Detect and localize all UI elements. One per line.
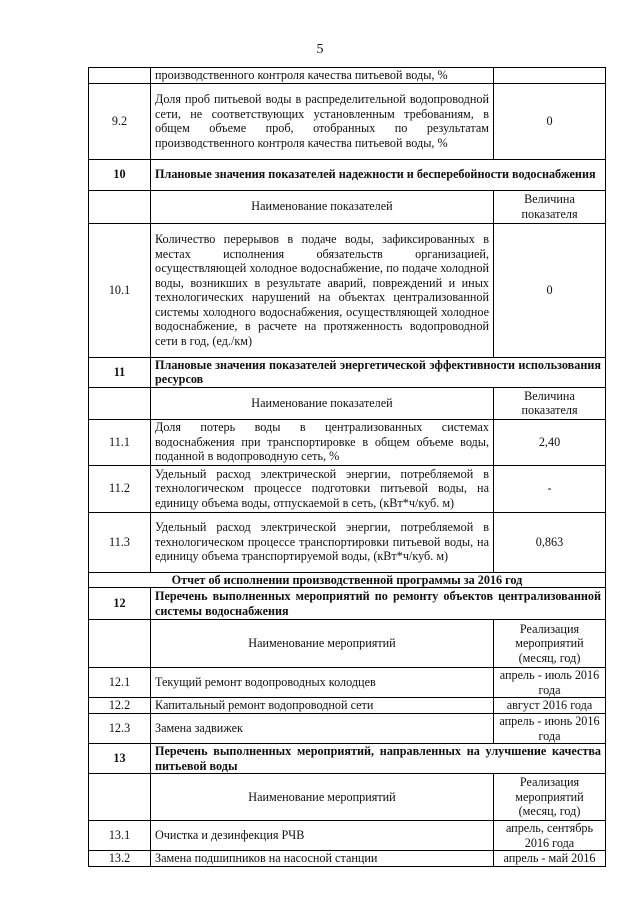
empty-cell (89, 190, 151, 223)
column-header-value: Реализация мероприятий (месяц, год) (494, 620, 606, 668)
empty-cell (89, 387, 151, 419)
row-number: 11.1 (89, 419, 151, 465)
table-row (89, 512, 606, 572)
activity-date: апрель - июль 2016 года (494, 668, 606, 698)
section-number: 13 (89, 744, 151, 774)
table-row (89, 223, 606, 357)
row-number: 13.2 (89, 851, 151, 867)
report-section-row (89, 572, 606, 588)
table-row (89, 698, 606, 714)
program-table (88, 67, 606, 867)
activity-date: апрель - июнь 2016 года (494, 714, 606, 744)
indicator-value: 0,863 (494, 512, 606, 572)
page-number: 5 (316, 42, 324, 57)
indicator-value (494, 68, 606, 84)
row-number: 11.3 (89, 512, 151, 572)
table-row (89, 668, 606, 698)
row-number: 10.1 (89, 223, 151, 357)
activity-text: Очистка и дезинфекция РЧВ (151, 821, 494, 851)
indicator-text: Удельный расход электрической энергии, потребляемой в технологическом процессе подготовки питьевой воды, на единицу объема воды, отпускаемой в сеть, (кВт*ч/куб. м) (151, 465, 494, 512)
section-title: Плановые значения показателей энергетической эффективности использования ресурсов (151, 357, 606, 387)
row-number: 13.1 (89, 821, 151, 851)
table-row (89, 68, 606, 84)
section-header-row (89, 159, 606, 190)
indicator-value: 0 (494, 223, 606, 357)
section-header-row (89, 744, 606, 774)
indicator-value: - (494, 465, 606, 512)
column-header-row (89, 774, 606, 821)
activity-date: апрель - май 2016 (494, 851, 606, 867)
column-header-name: Наименование показателей (151, 387, 494, 419)
indicator-text: производственного контроля качества питьевой воды, % (151, 68, 494, 84)
indicator-value: 2,40 (494, 419, 606, 465)
section-number: 11 (89, 357, 151, 387)
activity-text: Капитальный ремонт водопроводной сети (151, 698, 494, 714)
section-title: Плановые значения показателей надежности и бесперебойности водоснабжения (151, 159, 606, 190)
table-row (89, 83, 606, 159)
indicator-text: Удельный расход электрической энергии, потребляемой в технологическом процессе транспортировки питьевой воды, на единицу объема транспортируемой воды, (кВт*ч/куб. м) (151, 512, 494, 572)
empty-cell (89, 620, 151, 668)
row-number: 9.2 (89, 83, 151, 159)
row-number-cell (89, 68, 151, 84)
activity-date: апрель, сентябрь 2016 года (494, 821, 606, 851)
column-header-row (89, 190, 606, 223)
row-number: 12.3 (89, 714, 151, 744)
column-header-name: Наименование мероприятий (151, 774, 494, 821)
empty-cell (89, 774, 151, 821)
column-header-row (89, 387, 606, 419)
table-row (89, 714, 606, 744)
row-number: 11.2 (89, 465, 151, 512)
table-row (89, 821, 606, 851)
column-header-name: Наименование мероприятий (151, 620, 494, 668)
column-header-value: Реализация мероприятий (месяц, год) (494, 774, 606, 821)
column-header-name: Наименование показателей (151, 190, 494, 223)
indicator-text: Доля проб питьевой воды в распределительной водопроводной сети, не соответствующих установленным требованиям, в общем объеме проб, отобранных по результатам производственного контроля качества питьевой воды, % (151, 83, 494, 159)
table-row (89, 851, 606, 867)
section-title: Перечень выполненных мероприятий по ремонту объектов централизованной системы водоснабжения (151, 588, 606, 620)
row-number: 12.1 (89, 668, 151, 698)
activity-text: Замена подшипников на насосной станции (151, 851, 494, 867)
section-number: 10 (89, 159, 151, 190)
section-header-row (89, 357, 606, 387)
section-title: Перечень выполненных мероприятий, направленных на улучшение качества питьевой воды (151, 744, 606, 774)
section-number: 12 (89, 588, 151, 620)
indicator-text: Количество перерывов в подаче воды, зафиксированных в местах исполнения обязательств организацией, осуществляющей холодное водоснабжение, по подаче холодной воды, возникших в результате аварий, повреждений и иных технологических нарушений на объектах централизованной системы холодного водоснабжения, осуществляющей холодное водоснабжение, в расчете на протяженность водопроводной сети в год, (ед./км) (151, 223, 494, 357)
activity-text: Текущий ремонт водопроводных колодцев (151, 668, 494, 698)
table-row (89, 465, 606, 512)
table-row (89, 419, 606, 465)
activity-text: Замена задвижек (151, 714, 494, 744)
section-header-row (89, 588, 606, 620)
indicator-value: 0 (494, 83, 606, 159)
indicator-text: Доля потерь воды в централизованных системах водоснабжения при транспортировке в общем объеме воды, поданной в водопроводную сеть, % (151, 419, 494, 465)
column-header-row (89, 620, 606, 668)
column-header-value: Величина показателя (494, 190, 606, 223)
row-number: 12.2 (89, 698, 151, 714)
column-header-value: Величина показателя (494, 387, 606, 419)
report-section-title: Отчет об исполнении производственной программы за 2016 год (89, 572, 606, 588)
activity-date: август 2016 года (494, 698, 606, 714)
